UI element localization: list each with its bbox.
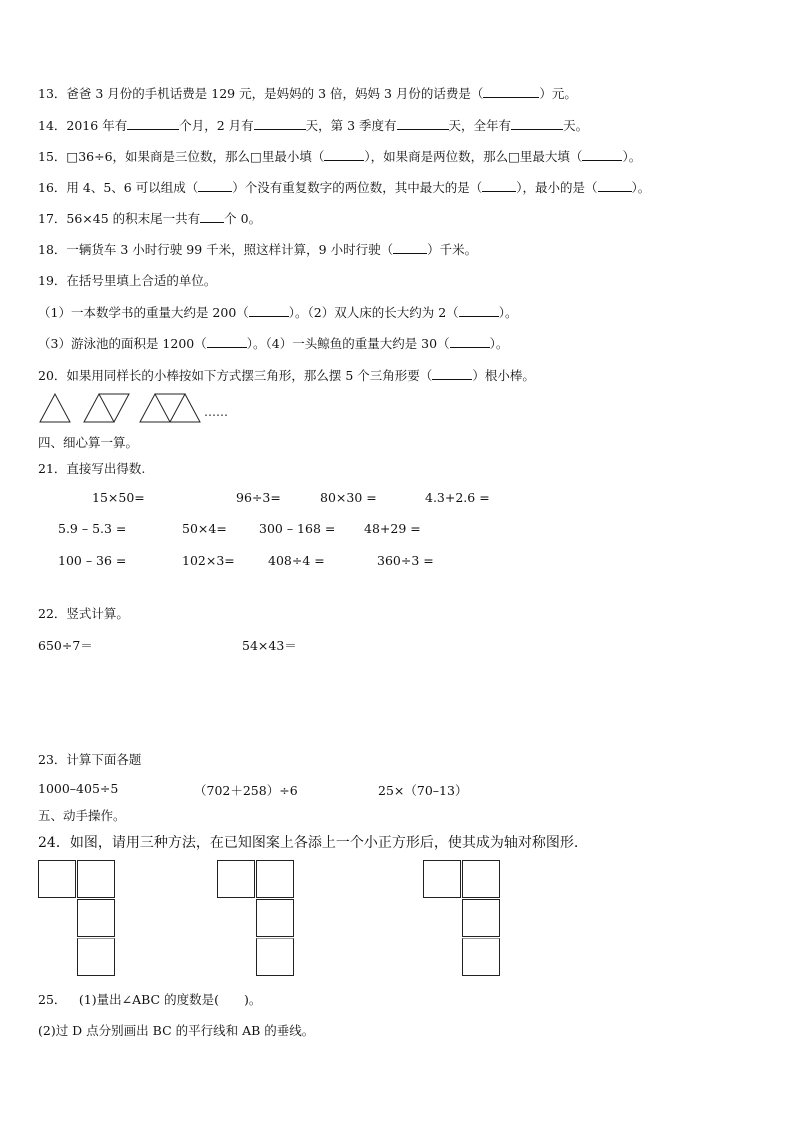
question-text: ）。 [622,149,642,164]
calc-item: 96÷3= [236,490,281,505]
question-19-line-1 [38,303,517,321]
question-17 [38,209,261,227]
question-text: 56×45 的积末尾一共有 [66,211,201,226]
square [462,899,500,937]
square-pattern-1 [38,860,118,978]
triangle-2a [84,394,114,422]
triangle-2b [99,394,129,422]
question-number: 23． [38,752,67,767]
question-text: 天，全年有 [448,118,512,133]
question-text: （3）游泳池的面积是 1200（ [38,336,207,351]
question-19 [38,271,216,289]
question-text: 如图，请用三种方法，在已知图案上各添上一个小正方形后，使其成为轴对称图形. [69,835,579,851]
question-title: 竖式计算。 [66,606,129,621]
vertical-calc-item: 54×43＝ [242,638,297,653]
calc-item: 5.9 – 5.3 = [58,521,127,536]
answer-blank[interactable] [249,305,289,317]
calc-item: 4.3+2.6 = [425,490,490,505]
vertical-calc-item: 650÷7＝ [38,638,93,653]
calc-item: 360÷3 = [377,553,434,568]
question-text: 2016 年有 [66,118,128,133]
square [77,860,115,898]
question-20 [38,366,535,384]
question-text: 个 0。 [224,211,262,226]
square-pattern-3 [423,860,503,978]
question-title: 计算下面各题 [66,752,142,767]
question-18 [38,240,477,258]
answer-blank[interactable] [198,180,232,192]
question-title: 直接写出得数. [66,461,146,476]
question-number: 13． [38,86,67,101]
question-text: ），最小的是（ [516,180,598,195]
answer-blank[interactable] [598,180,632,192]
triangle-1 [40,394,70,422]
question-number: 21． [38,461,67,476]
calc-item: 100 – 36 = [58,553,127,568]
question-number: 17． [38,211,67,226]
question-number: 22． [38,606,67,621]
question-number: 19． [38,273,67,288]
square [38,860,76,898]
question-19-line-2 [38,334,508,352]
question-number: 18． [38,242,67,257]
question-text: 一辆货车 3 小时行驶 99 千米，照这样计算，9 小时行驶（ [66,242,394,257]
answer-blank[interactable] [127,118,179,130]
answer-blank[interactable] [200,211,224,223]
calc-item: （702＋258）÷6 [194,783,298,798]
answer-blank[interactable] [324,149,364,161]
question-25-part-2: (2)过 D 点分别画出 BC 的平行线和 AB 的垂线。 [38,1023,315,1038]
question-title: 在括号里填上合适的单位。 [66,273,217,288]
question-number: 16． [38,180,67,195]
calc-item: 48+29 = [364,521,421,536]
calc-item: 25×（70–13） [378,783,468,798]
answer-blank[interactable] [207,336,247,348]
question-text: ），如果商是两位数，那么□里最大填（ [364,149,583,164]
answer-blank[interactable] [393,242,427,254]
calc-item: 408÷4 = [268,553,325,568]
triangle-3c [170,394,200,422]
question-number: 24． [38,835,70,851]
question-24 [38,832,578,852]
square [256,899,294,937]
section-4-heading: 四、细心算一算。 [38,435,139,450]
question-13 [38,84,577,102]
ellipsis: …… [204,405,228,419]
question-21 [38,459,145,477]
question-text: （1）一本数学书的重量大约是 200（ [38,305,249,320]
square [217,860,255,898]
triangle-3b [155,394,185,422]
question-22 [38,604,129,622]
question-25 [38,990,261,1008]
question-text: 爸爸 3 月份的手机话费是 129 元，是妈妈的 3 倍，妈妈 3 月份的话费是（ [66,86,484,101]
square [256,860,294,898]
answer-blank[interactable] [450,336,490,348]
square [77,899,115,937]
question-text: ）。 [489,336,509,351]
question-text: ）。（4）一头鲸鱼的重量大约是 30（ [246,336,450,351]
question-23 [38,750,141,768]
answer-blank[interactable] [459,305,499,317]
calc-item: 15×50= [92,490,145,505]
square [462,860,500,898]
calc-item: 300 – 168 = [259,521,336,536]
calc-item: 1000–405÷5 [38,781,119,796]
question-text: ）个没有重复数字的两位数，其中最大的是（ [232,180,483,195]
question-15 [38,147,641,165]
calc-item: 102×3= [182,553,235,568]
question-14 [38,116,588,134]
answer-blank[interactable] [397,118,449,130]
square [423,860,461,898]
question-number: 15． [38,149,67,164]
answer-blank[interactable] [432,368,472,380]
section-5-heading: 五、动手操作。 [38,808,126,823]
answer-blank[interactable] [511,118,563,130]
question-text: 天。 [563,118,589,133]
square [462,938,500,976]
question-text: 用 4、5、6 可以组成（ [66,180,199,195]
question-text: (1)量出∠ABC 的度数是( )。 [78,992,262,1007]
question-text: ）。 [631,180,651,195]
question-text: 如果用同样长的小棒按如下方式摆三角形，那么摆 5 个三角形要（ [66,368,433,383]
answer-blank[interactable] [254,118,306,130]
triangle-pattern-figure [38,392,238,424]
square [77,938,115,976]
answer-blank[interactable] [483,86,539,98]
question-text: ）。（2）双人床的长大约为 2（ [288,305,459,320]
triangle-3a [140,394,170,422]
question-text: ）根小棒。 [472,368,535,383]
question-16 [38,178,650,196]
question-text: 天，第 3 季度有 [305,118,397,133]
answer-blank[interactable] [482,180,516,192]
square [256,938,294,976]
calc-item: 50×4= [182,521,227,536]
question-text: ）。 [498,305,518,320]
answer-blank[interactable] [582,149,622,161]
question-number: 25． [38,992,67,1007]
question-number: 14． [38,118,67,133]
question-text: 个月，2 月有 [179,118,254,133]
question-text: ）元。 [539,86,577,101]
calc-item: 80×30 = [320,490,377,505]
question-text: ）千米。 [427,242,478,257]
question-number: 20． [38,368,67,383]
square-pattern-2 [217,860,297,978]
question-text: □36÷6，如果商是三位数，那么□里最小填（ [66,149,325,164]
